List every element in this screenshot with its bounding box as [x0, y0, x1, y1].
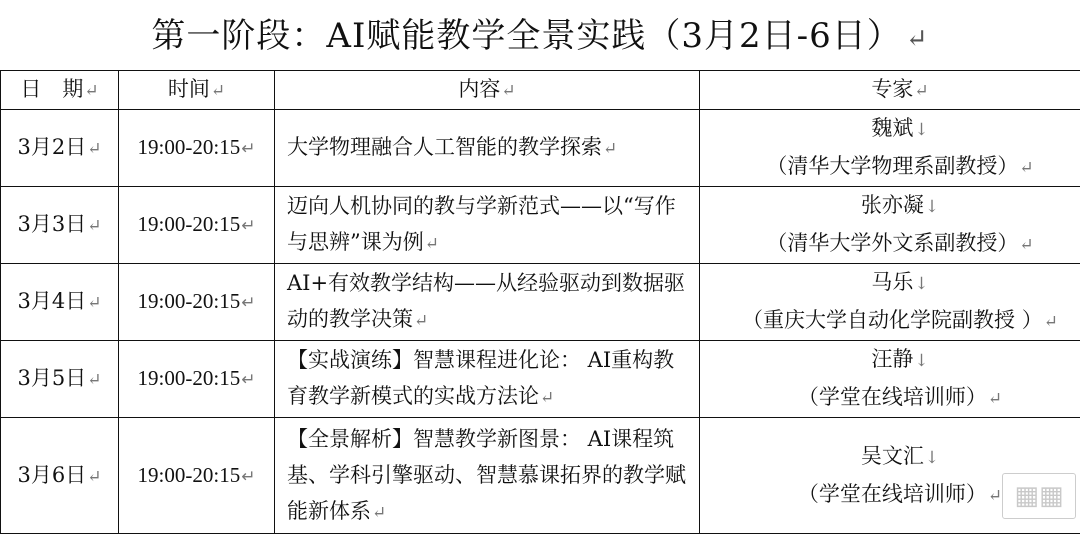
cell-time: 19:00-20:15↵	[119, 341, 275, 418]
return-mark-icon: ↵	[1044, 312, 1058, 332]
return-mark-icon: ↵	[241, 139, 255, 158]
return-mark-icon: ↵	[1019, 158, 1033, 178]
table-row	[1, 110, 1080, 187]
expert-title: （清华大学物理系副教授）↵	[700, 148, 1080, 186]
cell-expert	[700, 341, 1080, 418]
cell-time: 19:00-20:15↵	[119, 418, 275, 534]
line-break-icon: ↓	[914, 351, 928, 371]
return-mark-icon: ↵	[988, 486, 1002, 506]
return-mark-icon: ↵	[241, 370, 255, 389]
return-mark-icon: ↵	[241, 293, 255, 312]
cell-date: 3月3日↵	[1, 187, 119, 264]
return-mark-icon: ↵	[87, 216, 101, 236]
return-mark-icon: ↵	[540, 388, 554, 408]
return-mark-icon: ↵	[87, 139, 101, 159]
expert-name: 马乐↓	[700, 264, 1080, 302]
cell-date: 3月4日↵	[1, 264, 119, 341]
cell-date: 3月2日↵	[1, 110, 119, 187]
expert-name: 汪静↓	[700, 341, 1080, 379]
cell-expert	[700, 187, 1080, 264]
cell-date: 3月5日↵	[1, 341, 119, 418]
schedule-table	[0, 70, 1080, 534]
table-row	[1, 187, 1080, 264]
cell-time: 19:00-20:15↵	[119, 110, 275, 187]
return-mark-icon: ↵	[241, 216, 255, 235]
return-mark-icon: ↵	[87, 293, 101, 313]
expert-title: （清华大学外文系副教授）↵	[700, 225, 1080, 263]
return-mark-icon: ↵	[988, 389, 1002, 409]
line-break-icon: ↓	[925, 448, 939, 468]
expert-title: （学堂在线培训师）↵	[700, 379, 1080, 417]
cell-content: 迈向人机协同的教与学新范式——以“写作与思辨”课为例↵	[275, 187, 700, 264]
cell-expert	[700, 264, 1080, 341]
table-row	[1, 341, 1080, 418]
line-break-icon: ↓	[925, 197, 939, 217]
return-mark-icon: ↵	[372, 503, 386, 523]
cell-date: 3月6日↵	[1, 418, 119, 534]
cell-content: 【实战演练】智慧课程进化论： AI重构教育教学新模式的实战方法论↵	[275, 341, 700, 418]
line-break-icon: ↓	[914, 274, 928, 294]
return-mark-icon: ↵	[414, 311, 428, 331]
table-row	[1, 264, 1080, 341]
cell-expert	[700, 110, 1080, 187]
paragraph-mark-icon: ↵	[906, 24, 929, 54]
return-mark-icon: ↵	[87, 467, 101, 487]
return-mark-icon: ↵	[211, 81, 225, 101]
header-expert: 专家↵	[700, 71, 1080, 110]
return-mark-icon: ↵	[603, 139, 617, 159]
table-header-row	[1, 71, 1080, 110]
expert-name: 魏斌↓	[700, 110, 1080, 148]
cell-time: 19:00-20:15↵	[119, 264, 275, 341]
page-title	[0, 14, 1080, 61]
cell-content: 【全景解析】智慧教学新图景： AI课程筑基、学科引擎驱动、智慧慕课拓界的教学赋能新体系↵	[275, 418, 700, 534]
expert-title: （重庆大学自动化学院副教授 ）↵	[700, 302, 1080, 340]
cell-content: AI+有效教学结构——从经验驱动到数据驱动的教学决策↵	[275, 264, 700, 341]
header-date: 日 期↵	[1, 71, 119, 110]
return-mark-icon: ↵	[1019, 235, 1033, 255]
return-mark-icon: ↵	[914, 81, 928, 101]
watermark-logo-icon: ▦▦	[1002, 473, 1076, 519]
title-text: 第一阶段：AI赋能教学全景实践（3月2日-6日）	[151, 16, 901, 56]
expert-name: 吴文汇↓	[700, 438, 1080, 476]
return-mark-icon: ↵	[425, 234, 439, 254]
return-mark-icon: ↵	[84, 81, 98, 101]
line-break-icon: ↓	[914, 120, 928, 140]
header-content: 内容↵	[275, 71, 700, 110]
cell-content: 大学物理融合人工智能的教学探索↵	[275, 110, 700, 187]
expert-name: 张亦凝↓	[700, 187, 1080, 225]
cell-time: 19:00-20:15↵	[119, 187, 275, 264]
return-mark-icon: ↵	[241, 467, 255, 486]
header-time: 时间↵	[119, 71, 275, 110]
return-mark-icon: ↵	[87, 370, 101, 390]
table-row	[1, 418, 1080, 534]
return-mark-icon: ↵	[501, 81, 515, 101]
expert-title: （学堂在线培训师）↵	[700, 476, 1080, 514]
